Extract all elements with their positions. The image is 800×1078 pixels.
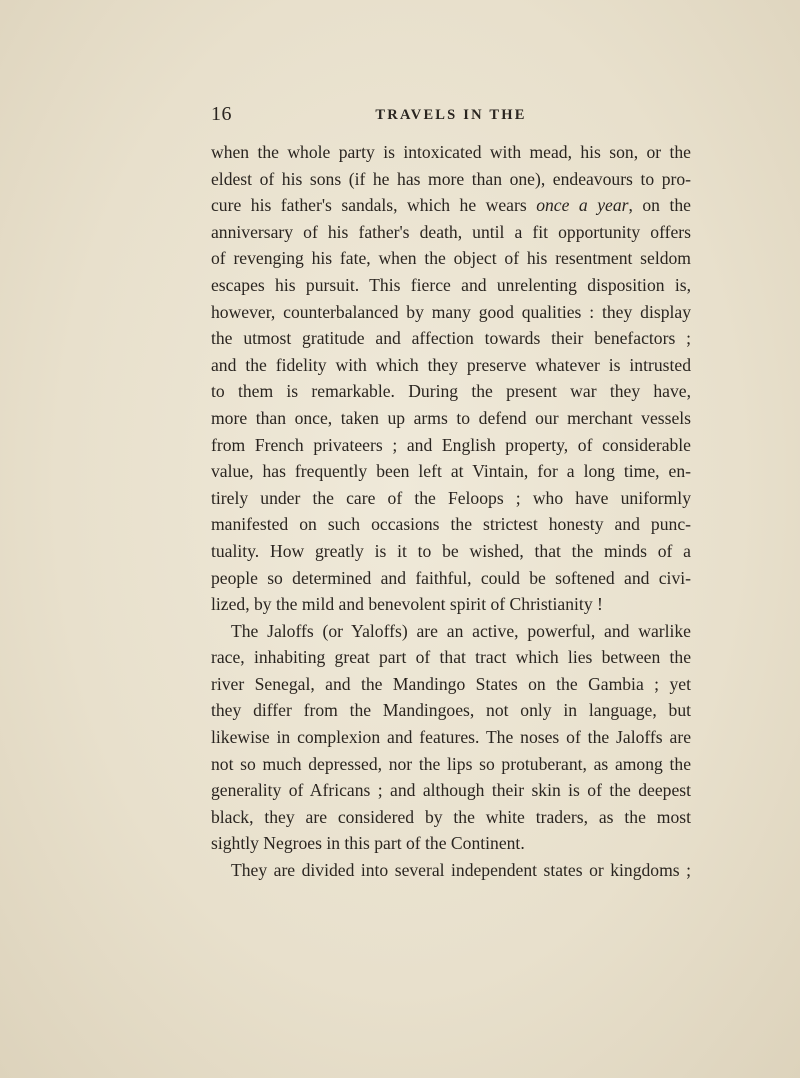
text-line: manifested on such occasions the strictest honesty and punc- — [211, 514, 691, 535]
text-line: escapes his pursuit. This fierce and unrelenting disposition is, — [211, 274, 691, 295]
italic-phrase: once a year — [536, 195, 629, 216]
text-line: value, has frequently been left at Vintain, for a long time, en- — [211, 461, 691, 482]
text-line-with-italic — [211, 192, 691, 219]
page-header — [211, 103, 691, 131]
text-line: and the fidelity with which they preserve whatever is intrusted — [211, 354, 691, 375]
text-line: sightly Negroes in this part of the Continent. — [211, 833, 525, 854]
text-line: when the whole party is intoxicated with mead, his son, or the — [211, 142, 691, 162]
text-line: not so much depressed, nor the lips so protuberant, as among the — [211, 753, 691, 774]
text-line: from French privateers ; and English property, of considerable — [211, 434, 691, 455]
text-line: however, counterbalanced by many good qualities : they display — [211, 301, 691, 322]
text-line: eldest of his sons (if he has more than one), endeavours to pro- — [211, 168, 691, 189]
text-line: more than once, taken up arms to defend our merchant vessels — [211, 407, 691, 428]
body-text — [211, 139, 691, 884]
text-line: lized, by the mild and benevolent spirit of Christianity ! — [211, 594, 603, 615]
paragraph-start-line: The Jaloffs (or Yaloffs) are an active, powerful, and warlike — [231, 620, 691, 641]
page-number: 16 — [211, 103, 232, 125]
text-line: of revenging his fate, when the object of his resentment seldom — [211, 248, 691, 269]
text-line: tuality. How greatly is it to be wished, that the minds of a — [211, 540, 691, 561]
text-line: the utmost gratitude and affection towards their benefactors ; — [211, 328, 691, 349]
text-segment: , on the — [628, 195, 691, 216]
text-line: to them is remarkable. During the present war they have, — [211, 381, 691, 402]
text-line: river Senegal, and the Mandingo States on the Gambia ; yet — [211, 673, 691, 694]
text-line: race, inhabiting great part of that tract which lies between the — [211, 647, 691, 668]
text-line: generality of Africans ; and although their skin is of the deepest — [211, 780, 691, 801]
text-line: people so determined and faithful, could be softened and civi- — [211, 567, 691, 588]
text-line: black, they are considered by the white traders, as the most — [211, 806, 691, 827]
text-line: anniversary of his father's death, until a fit opportunity offers — [211, 221, 691, 242]
text-segment: cure his father's sandals, which he wears — [211, 195, 527, 216]
running-head: TRAVELS IN THE — [375, 107, 527, 123]
text-line: tirely under the care of the Feloops ; who have uniformly — [211, 487, 691, 508]
text-line: they differ from the Mandingoes, not only in language, but — [211, 700, 691, 721]
text-line: likewise in complexion and features. The noses of the Jaloffs are — [211, 727, 691, 748]
paragraph-start-line: They are divided into several independent states or kingdoms ; — [231, 860, 691, 881]
